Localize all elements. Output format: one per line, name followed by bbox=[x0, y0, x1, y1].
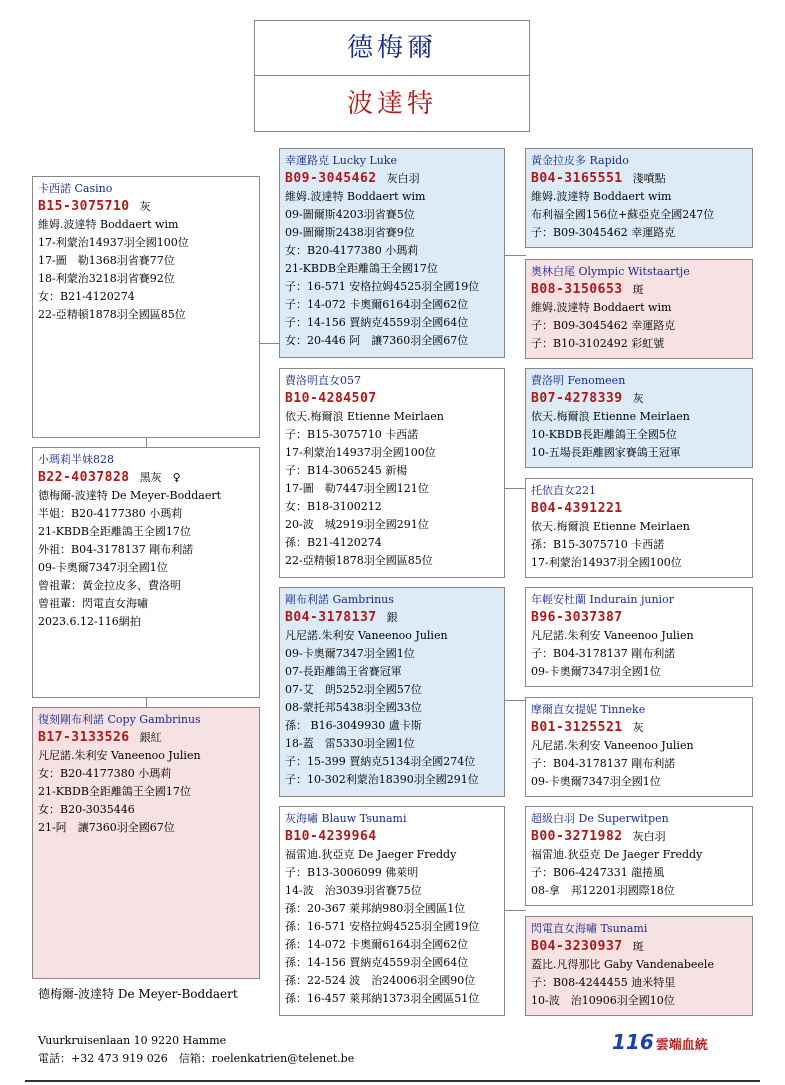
info-line: 孫：22-524 波 治24006羽全國90位 bbox=[285, 974, 476, 987]
ring-code: B01-3125521 bbox=[531, 720, 623, 735]
ring-number bbox=[531, 499, 747, 518]
ring-number bbox=[285, 608, 499, 627]
pigeon-name: 費洛明直女057 bbox=[285, 374, 361, 387]
pigeon-card-subject bbox=[32, 176, 260, 438]
pigeon-name: 超級白羽 De Superwitpen bbox=[531, 812, 669, 825]
info-line: 10-五場長距離國家賽鴿王冠軍 bbox=[531, 446, 681, 459]
info-line: 女：B21-4120274 bbox=[38, 290, 135, 303]
ring-number bbox=[531, 718, 747, 737]
info-line: 子：16-571 安格拉姆4525羽全國19位 bbox=[285, 280, 480, 293]
owner-title-box bbox=[254, 20, 530, 132]
info-line: 曾祖輩：閃電直女海嘯 bbox=[38, 597, 148, 610]
info-line: 布利福全國156位+蘇亞克全國247位 bbox=[531, 208, 715, 221]
info-line: 09-卡奧爾7347羽全國1位 bbox=[531, 775, 661, 788]
pigeon-card-g2-2 bbox=[279, 368, 505, 578]
pigeon-name: 年輕安杜蘭 Indurain junior bbox=[531, 593, 674, 606]
pigeon-name: 黃金拉皮多 Rapido bbox=[531, 154, 629, 167]
ring-code: B07-4278339 bbox=[531, 391, 623, 406]
ring-number bbox=[38, 197, 254, 216]
ring-code: B15-3075710 bbox=[38, 199, 130, 214]
info-line: 子：10-302利蒙治18390羽全國291位 bbox=[285, 773, 479, 786]
connector-g2-c bbox=[504, 700, 526, 701]
info-line: 17-圖 勒7447羽全國121位 bbox=[285, 482, 429, 495]
pigeon-name: 剛布利諾 Gambrinus bbox=[285, 593, 394, 606]
pigeon-card-g2-3 bbox=[279, 587, 505, 797]
pigeon-color: 斑 bbox=[632, 283, 644, 296]
owner-title-line1: 德梅爾 bbox=[255, 21, 529, 76]
ring-number bbox=[531, 389, 747, 408]
info-line: 孫：16-457 萊邦納1373羽全國區51位 bbox=[285, 992, 480, 1005]
owner-phone-email: 電話：+32 473 919 026 信箱：roelenkatrien@telenet.be bbox=[38, 1052, 355, 1065]
pigeon-card-g2-4 bbox=[279, 806, 505, 1016]
pigeon-color: 黑灰 ♀ bbox=[139, 471, 181, 484]
pigeon-card-g3-2 bbox=[525, 259, 753, 359]
connector-subject-sire bbox=[146, 437, 147, 447]
info-line: 21-KBDB全距離鴿王全國17位 bbox=[285, 262, 438, 275]
owner-address: Vuurkruisenlaan 10 9220 Hamme bbox=[38, 1034, 227, 1047]
pigeon-color: 灰 bbox=[139, 200, 151, 213]
info-line: 08-蒙托邦5438羽全國33位 bbox=[285, 701, 422, 714]
info-line: 孫：14-072 卡奧爾6164羽全國62位 bbox=[285, 938, 469, 951]
info-line: 維姆.波達特 Boddaert wim bbox=[531, 190, 672, 203]
pigeon-name: 閃電直女海嘯 Tsunami bbox=[531, 922, 648, 935]
pigeon-name: 卡西諾 Casino bbox=[38, 182, 113, 195]
info-line: 17-利蒙治14937羽全國100位 bbox=[531, 556, 682, 569]
info-line: 依天.梅爾浪 Etienne Meirlaen bbox=[285, 410, 444, 423]
info-line: 女：B20-4177380 小瑪莉 bbox=[38, 767, 172, 780]
info-line: 福雷迪.狄亞克 De Jaeger Freddy bbox=[531, 848, 703, 861]
pigeon-card-g3-3 bbox=[525, 368, 753, 468]
ring-number bbox=[531, 937, 747, 956]
ring-code: B04-3178137 bbox=[285, 610, 377, 625]
ring-number bbox=[531, 608, 747, 627]
pigeon-color: 灰 bbox=[632, 721, 644, 734]
info-line: 子：B06-4247331 龍捲風 bbox=[531, 866, 665, 879]
pigeon-card-g3-4 bbox=[525, 478, 753, 578]
pigeon-color: 斑 bbox=[632, 940, 644, 953]
info-line: 凡尼諾.朱利安 Vaneenoo Julien bbox=[38, 749, 201, 762]
info-line: 凡尼諾.朱利安 Vaneenoo Julien bbox=[531, 739, 694, 752]
info-line: 凡尼諾.朱利安 Vaneenoo Julien bbox=[285, 629, 448, 642]
info-line: 2023.6.12-116網拍 bbox=[38, 615, 141, 628]
connector-g2-b bbox=[504, 488, 526, 489]
logo-text: 雲端血統 bbox=[655, 1038, 708, 1053]
ring-number bbox=[38, 728, 254, 747]
info-line: 22-亞精頓1878羽全國區85位 bbox=[285, 554, 433, 567]
info-line: 蓋比.凡得那比 Gaby Vandenabeele bbox=[531, 958, 714, 971]
connector-g2-d bbox=[504, 910, 526, 911]
ring-code: B04-3230937 bbox=[531, 939, 623, 954]
pigeon-card-g3-1 bbox=[525, 148, 753, 248]
pigeon-card-dam bbox=[32, 707, 260, 979]
info-line: 孫：B15-3075710 卡西諾 bbox=[531, 538, 665, 551]
connector-sire-dam bbox=[146, 697, 147, 707]
pigeon-color: 灰白羽 bbox=[632, 830, 666, 843]
info-line: 子：B10-3102492 彩虹號 bbox=[531, 337, 665, 350]
site-logo bbox=[612, 1030, 708, 1054]
ring-code: B09-3045462 bbox=[285, 171, 377, 186]
info-line: 10-波 治10906羽全國10位 bbox=[531, 994, 675, 1007]
info-line: 子：15-399 賈納克5134羽全國274位 bbox=[285, 755, 476, 768]
pigeon-color: 灰 bbox=[632, 392, 644, 405]
info-line: 18-利蒙治3218羽省賽92位 bbox=[38, 272, 175, 285]
info-line: 孫： B16-3049930 盧卡斯 bbox=[285, 719, 422, 732]
info-line: 14-波 治3039羽省賽75位 bbox=[285, 884, 422, 897]
info-line: 17-圖 勒1368羽省賽77位 bbox=[38, 254, 175, 267]
info-line: 子：B14-3065245 新楊 bbox=[285, 464, 408, 477]
ring-number bbox=[285, 169, 499, 188]
info-line: 22-亞精頓1878羽全國區85位 bbox=[38, 308, 186, 321]
pigeon-card-g3-6 bbox=[525, 697, 753, 797]
info-line: 曾祖輩：黃金拉皮多、費洛明 bbox=[38, 579, 181, 592]
info-line: 女：B20-4177380 小瑪莉 bbox=[285, 244, 419, 257]
info-line: 17-利蒙治14937羽全國100位 bbox=[285, 446, 436, 459]
owner-name: 德梅爾-波達特 De Meyer-Boddaert bbox=[38, 987, 238, 1001]
pigeon-name: 費洛明 Fenomeen bbox=[531, 374, 626, 387]
info-line: 09-圖爾斯2438羽省賽9位 bbox=[285, 226, 415, 239]
info-line: 07-艾 朗5252羽全國57位 bbox=[285, 683, 422, 696]
info-line: 依天.梅爾浪 Etienne Meirlaen bbox=[531, 410, 690, 423]
info-line: 10-KBDB長距離鴿王全國5位 bbox=[531, 428, 677, 441]
info-line: 孫：B21-4120274 bbox=[285, 536, 382, 549]
footer-divider bbox=[25, 1080, 760, 1082]
info-line: 女：20-446 阿 讓7360羽全國67位 bbox=[285, 334, 469, 347]
connector-subject-g2 bbox=[260, 343, 280, 344]
info-line: 子：14-072 卡奧爾6164羽全國62位 bbox=[285, 298, 469, 311]
info-line: 子：B09-3045462 幸運路克 bbox=[531, 226, 676, 239]
ring-code: B04-4391221 bbox=[531, 501, 623, 516]
pigeon-color: 灰白羽 bbox=[386, 172, 420, 185]
pigeon-color: 銀 bbox=[386, 611, 398, 624]
info-line: 子：B13-3006099 佛萊明 bbox=[285, 866, 419, 879]
info-line: 福雷迪.狄亞克 De Jaeger Freddy bbox=[285, 848, 457, 861]
pigeon-card-g2-1 bbox=[279, 148, 505, 358]
info-line: 維姆.波達特 Boddaert wim bbox=[38, 218, 179, 231]
pigeon-card-g3-7 bbox=[525, 806, 753, 906]
info-line: 21-KBDB全距離鴿王全國17位 bbox=[38, 785, 191, 798]
owner-contact bbox=[38, 1032, 354, 1068]
info-line: 09-卡奧爾7347羽全國1位 bbox=[38, 561, 168, 574]
info-line: 女：B18-3100212 bbox=[285, 500, 382, 513]
pigeon-card-g3-8 bbox=[525, 916, 753, 1016]
connector-g2-top bbox=[504, 255, 526, 256]
info-line: 07-長距離鴿王省賽冠軍 bbox=[285, 665, 402, 678]
info-line: 子：14-156 賈納克4559羽全國64位 bbox=[285, 316, 469, 329]
ring-number bbox=[285, 389, 499, 408]
pigeon-name: 奧林白尾 Olympic Witstaartje bbox=[531, 265, 690, 278]
ring-code: B10-4284507 bbox=[285, 391, 377, 406]
pigeon-name: 托依直女221 bbox=[531, 484, 596, 497]
pigeon-color: 銀紅 bbox=[139, 731, 162, 744]
info-line: 子：B04-3178137 剛布利諾 bbox=[531, 647, 676, 660]
info-line: 依天.梅爾浪 Etienne Meirlaen bbox=[531, 520, 690, 533]
ring-number bbox=[285, 827, 499, 846]
pigeon-name: 復刻剛布利諾 Copy Gambrinus bbox=[38, 713, 201, 726]
info-line: 09-卡奧爾7347羽全國1位 bbox=[531, 665, 661, 678]
info-line: 子：B08-4244455 迪米特里 bbox=[531, 976, 676, 989]
info-line: 20-波 城2919羽全國291位 bbox=[285, 518, 429, 531]
ring-number bbox=[531, 827, 747, 846]
pigeon-color: 淺噴點 bbox=[632, 172, 666, 185]
ring-number bbox=[531, 169, 747, 188]
info-line: 子：B15-3075710 卡西諾 bbox=[285, 428, 419, 441]
pigeon-card-sire bbox=[32, 447, 260, 698]
info-line: 女：B20-3035446 bbox=[38, 803, 135, 816]
pigeon-name: 摩爾直女提妮 Tinneke bbox=[531, 703, 646, 716]
info-line: 08-拿 邦12201羽國際18位 bbox=[531, 884, 675, 897]
info-line: 凡尼諾.朱利安 Vaneenoo Julien bbox=[531, 629, 694, 642]
pigeon-name: 幸運路克 Lucky Luke bbox=[285, 154, 397, 167]
info-line: 孫：20-367 萊邦納980羽全國區1位 bbox=[285, 902, 466, 915]
info-line: 孫：16-571 安格拉姆4525羽全國19位 bbox=[285, 920, 480, 933]
info-line: 子：B04-3178137 剛布利諾 bbox=[531, 757, 676, 770]
ring-code: B22-4037828 bbox=[38, 470, 130, 485]
info-line: 09-圖爾斯4203羽省賽5位 bbox=[285, 208, 415, 221]
info-line: 維姆.波達特 Boddaert wim bbox=[531, 301, 672, 314]
info-line: 孫：14-156 賈納克4559羽全國64位 bbox=[285, 956, 469, 969]
pigeon-name: 小瑪莉半妹828 bbox=[38, 453, 114, 466]
owner-title-line2: 波達特 bbox=[346, 89, 437, 119]
ring-number bbox=[531, 280, 747, 299]
info-line: 09-卡奧爾7347羽全國1位 bbox=[285, 647, 415, 660]
ring-number bbox=[38, 468, 254, 487]
info-line: 21-KBDB全距離鴿王全國17位 bbox=[38, 525, 191, 538]
ring-code: B96-3037387 bbox=[531, 610, 623, 625]
ring-code: B17-3133526 bbox=[38, 730, 130, 745]
info-line: 德梅爾-波達特 De Meyer-Boddaert bbox=[38, 489, 222, 502]
info-line: 子：B09-3045462 幸運路克 bbox=[531, 319, 676, 332]
ring-code: B04-3165551 bbox=[531, 171, 623, 186]
ring-code: B10-4239964 bbox=[285, 829, 377, 844]
info-line: 外祖：B04-3178137 剛布利諾 bbox=[38, 543, 194, 556]
pigeon-name: 灰海嘯 Blauw Tsunami bbox=[285, 812, 407, 825]
info-line: 17-利蒙治14937羽全國100位 bbox=[38, 236, 189, 249]
ring-code: B00-3271982 bbox=[531, 829, 623, 844]
info-line: 維姆.波達特 Boddaert wim bbox=[285, 190, 426, 203]
pigeon-card-g3-5 bbox=[525, 587, 753, 687]
ring-code: B08-3150653 bbox=[531, 282, 623, 297]
info-line: 21-阿 讓7360羽全國67位 bbox=[38, 821, 175, 834]
info-line: 18-蓋 雷5330羽全國1位 bbox=[285, 737, 415, 750]
info-line: 半姐：B20-4177380 小瑪莉 bbox=[38, 507, 183, 520]
logo-number: 116 bbox=[612, 1030, 654, 1054]
